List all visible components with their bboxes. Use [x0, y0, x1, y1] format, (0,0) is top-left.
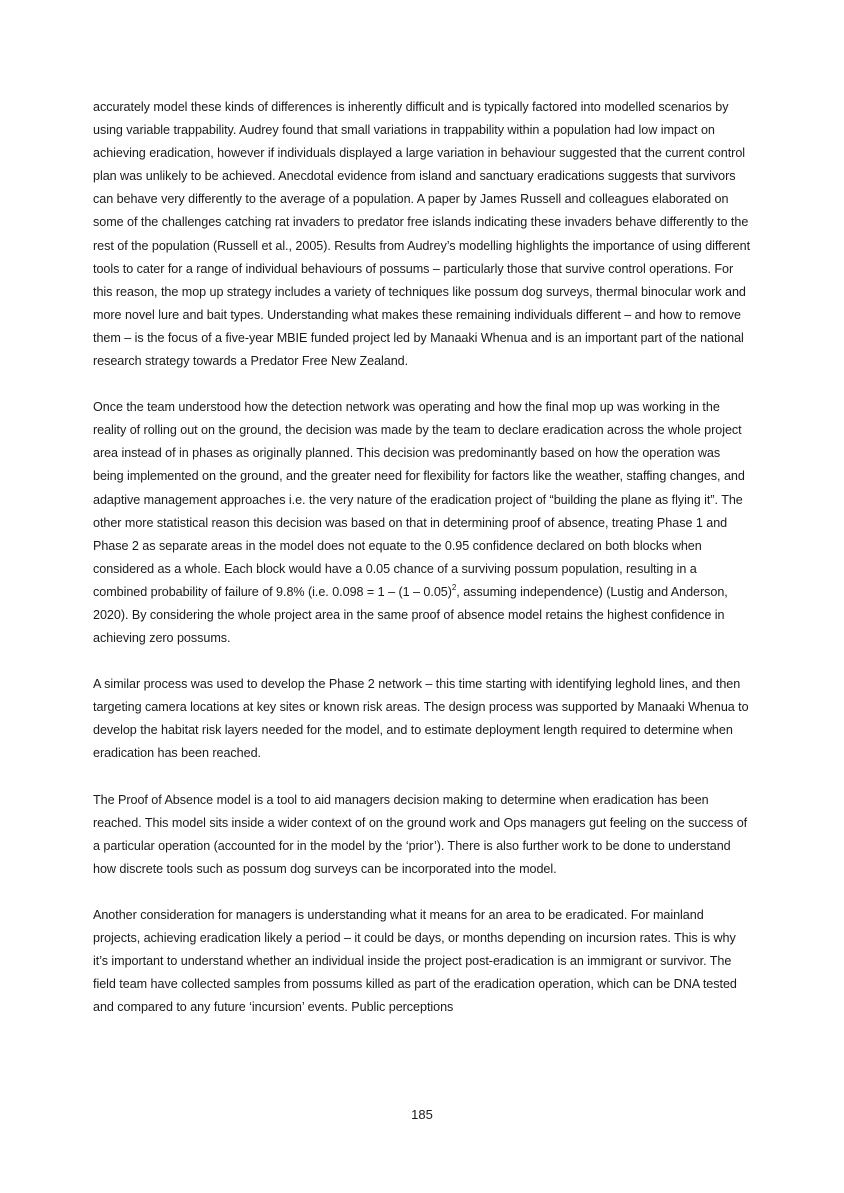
superscript: 2 [451, 582, 457, 592]
document-body [93, 96, 753, 1042]
page-number: 185 [411, 1107, 433, 1122]
paragraph-text: Once the team understood how the detection network was operating and how the final mop up was working in the reality of rolling out on the ground, the decision was made by the team to declare eradication across the whole project area instead of in phases as originally planned. This decision was predominantly based on how the operation was being implemented on the ground, and the greater need for flexibility for factors like the weather, staffing changes, and adaptive management approaches i.e. the very nature of the eradication project of “building the plane as flying it”. The other more statistical reason this decision was based on that in determining proof of absence, treating Phase 1 and Phase 2 as separate areas in the model does not equate to the 0.95 confidence declared on both blocks when considered as a whole. Each block would have a 0.05 chance of a surviving possum population, resulting in a combined probability of failure of 9.8% (i.e. 0.098 = 1 – (1 – 0.05) [93, 400, 745, 599]
paragraph-phase2-network: A similar process was used to develop the Phase 2 network – this time starting with identifying leghold lines, and then targeting camera locations at key sites or known risk areas. The design process was supported by Manaaki Whenua to develop the habitat risk layers needed for the model, and to estimate deployment length required to determine when eradication has been reached. [93, 677, 749, 761]
paragraph-proof-of-absence: The Proof of Absence model is a tool to aid managers decision making to determine when eradication has been reached. This model sits inside a wider context of on the ground work and Ops managers gut feeling on the success of a particular operation (accounted for in the model by the ‘prior’). There is also further work to be done to understand how discrete tools such as possum dog surveys can be incorporated into the model. [93, 792, 748, 876]
paragraph-eradication-decision [93, 396, 753, 650]
paragraph-text: , assuming independence) (Lustig and Anderson, 2020). By considering the whole project area in the same proof of absence model retains the highest confidence in achieving zero possums. [93, 584, 728, 646]
paragraph-trappability: accurately model these kinds of differences is inherently difficult and is typically factored into modelled scenarios by using variable trappability. Audrey found that small variations in trappability within a population had low impact on achieving eradication, however if individuals displayed a large variation in behaviour suggested that the current control plan was unlikely to be achieved. Anecdotal evidence from island and sanctuary eradications suggests that survivors can behave very differently to the average of a population. A paper by James Russell and colleagues elaborated on some of the challenges catching rat invaders to predator free islands indicating these invaders behave differently to the rest of the population (Russell et al., 2005). Results from Audrey’s modelling highlights the importance of using different tools to cater for a range of individual behaviours of possums – particularly those that survive control operations. For this reason, the mop up strategy includes a variety of techniques like possum dog surveys, thermal binocular work and more novel lure and bait types. Understanding what makes these remaining individuals different – and how to remove them – is the focus of a five-year MBIE funded project led by Manaaki Whenua and is an important part of the national research strategy towards a Predator Free New Zealand. [93, 100, 751, 369]
paragraph-eradication-meaning: Another consideration for managers is understanding what it means for an area to be eradicated. For mainland projects, achieving eradication likely a period – it could be days, or months depending on incursion rates. This is why it’s important to understand whether an individual inside the project post-eradication is an immigrant or survivor. The field team have collected samples from possums killed as part of the eradication operation, which can be DNA tested and compared to any future ‘incursion’ events. Public perceptions [93, 907, 737, 1015]
